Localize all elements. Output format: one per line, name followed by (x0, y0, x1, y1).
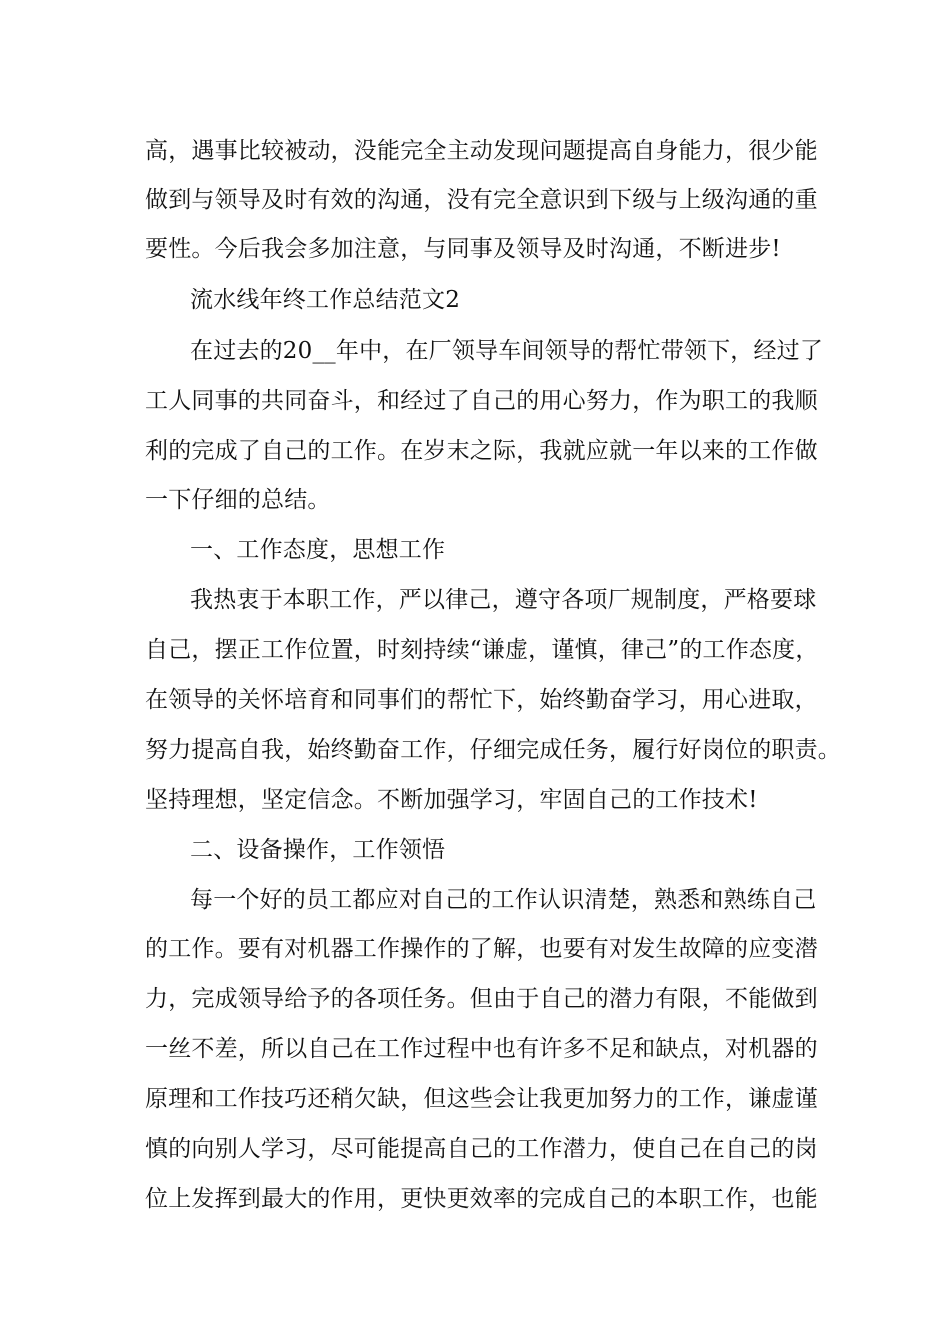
text-line: 工人同事的共同奋斗，和经过了自己的用心努力，作为职工的我顺 (145, 388, 818, 414)
text-line: 一下仔细的总结。 (145, 487, 331, 513)
section-title: 流水线年终工作总结范文2 (190, 287, 461, 313)
text-line: 一丝不差，所以自己在工作过程中也有许多不足和缺点，对机器的 (145, 1036, 818, 1062)
text-line: 慎的向别人学习，尽可能提高自己的工作潜力，使自己在自己的岗 (145, 1136, 818, 1162)
text-line: 力，完成领导给予的各项任务。但由于自己的潜力有限，不能做到 (145, 986, 818, 1012)
text-line: 在过去的20__年中，在厂领导车间领导的帮忙带领下，经过了 (190, 338, 824, 364)
text-line: 每一个好的员工都应对自己的工作认识清楚，熟悉和熟练自己 (190, 887, 817, 913)
text-line: 自己，摆正工作位置，时刻持续“谦虚，谨慎，律己”的工作态度， (145, 637, 819, 663)
text-line: 努力提高自我，始终勤奋工作，仔细完成任务，履行好岗位的职责。 (145, 737, 841, 763)
text-line: 利的完成了自己的工作。在岁末之际，我就应就一年以来的工作做 (145, 438, 818, 464)
text-line: 的工作。要有对机器工作操作的了解，也要有对发生故障的应变潜 (145, 936, 818, 962)
text-line: 坚持理想，坚定信念。不断加强学习，牢固自己的工作技术! (145, 787, 758, 813)
text-line: 位上发挥到最大的作用，更快更效率的完成自己的本职工作，也能 (145, 1186, 818, 1212)
text-line: 高，遇事比较被动，没能完全主动发现问题提高自身能力，很少能 (145, 138, 818, 164)
section-heading: 二、设备操作，工作领悟 (190, 837, 446, 863)
text-line: 原理和工作技巧还稍欠缺，但这些会让我更加努力的工作，谦虚谨 (145, 1086, 818, 1112)
text-line: 我热衷于本职工作，严以律己，遵守各项厂规制度，严格要球 (190, 587, 817, 613)
text-line: 在领导的关怀培育和同事们的帮忙下，始终勤奋学习，用心进取， (145, 687, 818, 713)
text-line: 做到与领导及时有效的沟通，没有完全意识到下级与上级沟通的重 (145, 187, 818, 213)
section-heading: 一、工作态度，思想工作 (190, 537, 446, 563)
text-line: 要性。今后我会多加注意，与同事及领导及时沟通，不断进步! (145, 236, 781, 262)
